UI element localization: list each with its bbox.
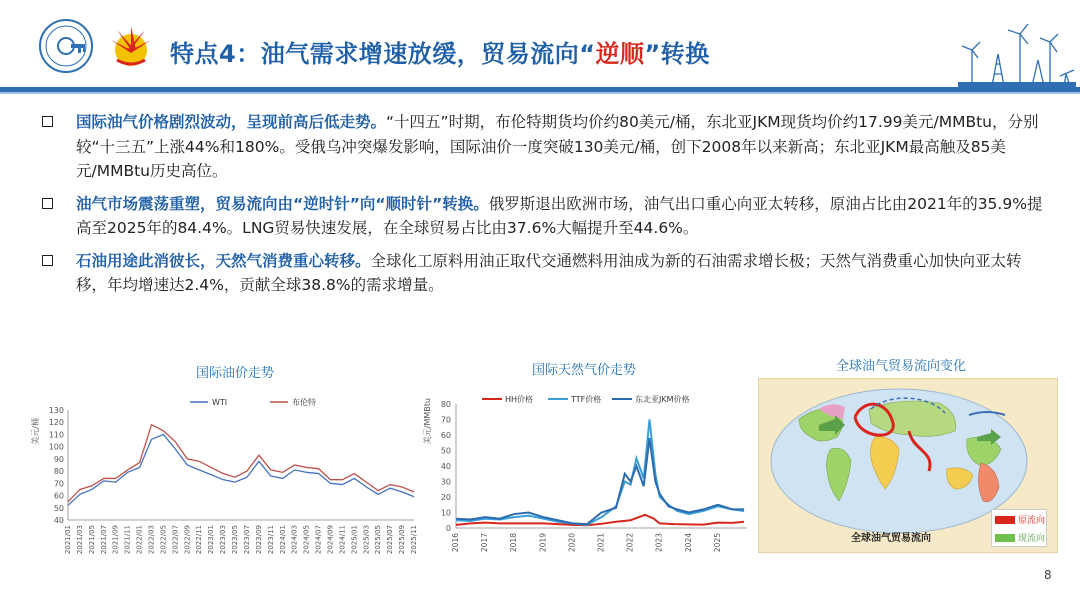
slide-header bbox=[0, 0, 1080, 96]
checkbox-bullet-icon bbox=[42, 116, 53, 127]
gas-x-tick-label: 2017 bbox=[480, 533, 490, 553]
oil-x-tick-label: 2025/11 bbox=[410, 525, 418, 555]
gas-x-tick-label: 2018 bbox=[509, 533, 519, 553]
oil-x-tick-label: 2022/09 bbox=[183, 525, 192, 555]
gas-y-tick-label: 10 bbox=[440, 508, 451, 518]
checkbox-bullet-icon bbox=[42, 198, 53, 209]
gas-x-tick-label: 2019 bbox=[538, 533, 548, 553]
oil-x-tick-label: 2023/11 bbox=[266, 525, 275, 555]
oil-x-tick-label: 2021/01 bbox=[64, 525, 72, 555]
oil-x-tick-label: 2023/05 bbox=[231, 525, 240, 555]
oil-y-tick-label: 100 bbox=[48, 442, 64, 452]
checkbox-bullet-icon bbox=[42, 255, 53, 266]
gas-x-tick-label: 2023 bbox=[654, 533, 664, 553]
legend-old-flow-label: 原流向 bbox=[1018, 516, 1046, 526]
gas-legend-label: TTF价格 bbox=[571, 395, 602, 404]
gas-x-tick-label: 2016 bbox=[451, 533, 460, 553]
oil-y-tick-label: 120 bbox=[48, 418, 64, 428]
bullet-lead: 国际油气价格剧烈波动，呈现前高后低走势。 bbox=[76, 113, 387, 131]
university-logo-icon bbox=[38, 18, 94, 74]
oil-x-tick-label: 2024/01 bbox=[278, 525, 287, 555]
oil-y-tick-label: 60 bbox=[53, 491, 64, 501]
bullet-list bbox=[38, 110, 1048, 306]
oil-x-tick-label: 2021/05 bbox=[87, 525, 96, 555]
oil-x-tick-label: 2025/03 bbox=[362, 525, 371, 555]
legend-new-flow-arrow-icon bbox=[995, 534, 1015, 542]
gas-x-tick-label: 2022 bbox=[625, 533, 635, 553]
oil-x-tick-label: 2022/07 bbox=[171, 525, 180, 555]
gas-legend-label: 东北亚JKM价格 bbox=[635, 395, 690, 404]
oil-x-tick-label: 2021/11 bbox=[123, 525, 132, 555]
gas-x-tick-label: 2021 bbox=[596, 533, 606, 553]
oil-x-tick-label: 2022/03 bbox=[147, 525, 156, 555]
oil-y-axis-label: 美元/桶 bbox=[31, 418, 40, 445]
gas-legend-label: HH价格 bbox=[505, 395, 534, 404]
oil-x-tick-label: 2022/11 bbox=[195, 525, 204, 555]
oil-x-tick-label: 2023/07 bbox=[242, 525, 251, 555]
gas-y-tick-label: 60 bbox=[440, 431, 451, 440]
oil-x-tick-label: 2021/09 bbox=[111, 525, 120, 555]
title-prefix: 特点4：油气需求增速放缓，贸易流向“ bbox=[170, 40, 596, 68]
gas-y-tick-label: 0 bbox=[445, 524, 451, 533]
gas-y-tick-label: 80 bbox=[440, 400, 451, 409]
gas-y-tick-label: 70 bbox=[440, 415, 451, 425]
header-divider-light bbox=[0, 92, 1080, 94]
oil-legend-label: 布伦特 bbox=[292, 398, 316, 407]
oil-y-tick-label: 80 bbox=[53, 467, 64, 477]
oil-x-tick-label: 2024/05 bbox=[302, 525, 311, 555]
oil-y-tick-label: 70 bbox=[53, 479, 64, 489]
gas-y-tick-label: 20 bbox=[440, 493, 451, 502]
bullet-item-trade-flow bbox=[38, 192, 1048, 241]
page-number: 8 bbox=[1044, 568, 1052, 582]
oil-chart-title: 国际油价走势 bbox=[196, 366, 275, 381]
oil-y-tick-label: 50 bbox=[53, 503, 64, 513]
map-title: 全球油气贸易流向变化 bbox=[836, 359, 967, 374]
slide-title bbox=[170, 34, 710, 69]
gas-chart-title: 国际天然气价走势 bbox=[532, 363, 637, 378]
oil-x-tick-label: 2025/05 bbox=[374, 525, 383, 555]
gas-y-tick-label: 30 bbox=[440, 477, 451, 487]
bullet-item-oil-gas-prices bbox=[38, 110, 1048, 184]
gas-price-chart bbox=[422, 388, 752, 568]
oil-y-tick-label: 90 bbox=[53, 454, 64, 464]
petrochina-logo-icon bbox=[107, 22, 155, 70]
oil-x-tick-label: 2022/05 bbox=[159, 525, 168, 555]
gas-y-tick-label: 50 bbox=[440, 446, 451, 456]
map-legend bbox=[991, 509, 1047, 547]
oil-x-tick-label: 2023/03 bbox=[219, 525, 228, 555]
trade-flow-map bbox=[758, 378, 1058, 553]
gas-x-tick-label: 2020 bbox=[567, 533, 577, 553]
map-caption: 全球油气贸易流向 bbox=[851, 533, 931, 544]
oil-series-line-0 bbox=[68, 434, 414, 505]
bullet-text: “十四五”时期，布伦特期货均价约80美元/桶，东北亚JKM现货均价约17.99美元/MMBtu，分别较“十三五”上涨44%和180%。受俄乌冲突爆发影响，国际油价一度突破130美元/桶，创下2008年以来新高；东北亚JKM最高触及85美元/MMBtu历史高位。 bbox=[76, 113, 1039, 180]
title-suffix: ”转换 bbox=[644, 40, 710, 68]
oil-y-tick-label: 130 bbox=[48, 406, 64, 415]
oil-y-tick-label: 40 bbox=[53, 516, 64, 525]
oil-series-line-1 bbox=[68, 425, 414, 502]
oil-y-tick-label: 110 bbox=[48, 430, 64, 440]
bullet-text: 全球化工原料用油正取代交通燃料用油成为新的石油需求增长极；天然气消费重心加快向亚太转移，年均增速达2.4%，贡献全球38.8%的需求增量。 bbox=[76, 251, 1022, 294]
oil-x-tick-label: 2021/03 bbox=[75, 525, 84, 555]
legend-new-flow-label: 现流向 bbox=[1018, 534, 1046, 544]
gas-y-axis-label: 美元/MMBtu bbox=[423, 398, 432, 445]
gas-x-tick-label: 2025 bbox=[712, 533, 722, 553]
oil-x-tick-label: 2024/11 bbox=[338, 525, 347, 555]
bullet-text: 俄罗斯退出欧洲市场，油气出口重心向亚太转移，原油占比由2021年的35.9%提高至2025年的84.4%。LNG贸易快速发展，在全球贸易占比由37.6%大幅提升至44.6%。 bbox=[76, 194, 1043, 237]
legend-old-flow-arrow-icon bbox=[995, 516, 1015, 524]
oil-x-tick-label: 2021/07 bbox=[99, 525, 108, 555]
oil-x-tick-label: 2022/01 bbox=[135, 525, 144, 555]
oil-x-tick-label: 2025/07 bbox=[386, 525, 395, 555]
oil-x-tick-label: 2023/09 bbox=[254, 525, 263, 555]
bullet-lead: 石油用途此消彼长，天然气消费重心转移。 bbox=[76, 251, 371, 270]
title-highlight: 逆顺 bbox=[595, 40, 645, 68]
gas-y-tick-label: 40 bbox=[440, 462, 451, 471]
oil-x-tick-label: 2024/07 bbox=[314, 525, 323, 555]
bullet-lead: 油气市场震荡重塑，贸易流向由“逆时针”向“顺时针”转换。 bbox=[76, 194, 489, 213]
oilfield-decoration-icon bbox=[958, 20, 1076, 88]
oil-x-tick-label: 2024/03 bbox=[290, 525, 299, 555]
oil-x-tick-label: 2023/01 bbox=[207, 525, 216, 555]
oil-price-chart bbox=[30, 390, 420, 590]
gas-x-tick-label: 2024 bbox=[683, 533, 693, 553]
oil-x-tick-label: 2025/09 bbox=[398, 525, 407, 555]
oil-x-tick-label: 2025/01 bbox=[350, 525, 359, 555]
oil-x-tick-label: 2024/09 bbox=[326, 525, 335, 555]
bullet-item-demand-shift bbox=[38, 249, 1048, 298]
oil-legend-label: WTI bbox=[212, 398, 228, 407]
